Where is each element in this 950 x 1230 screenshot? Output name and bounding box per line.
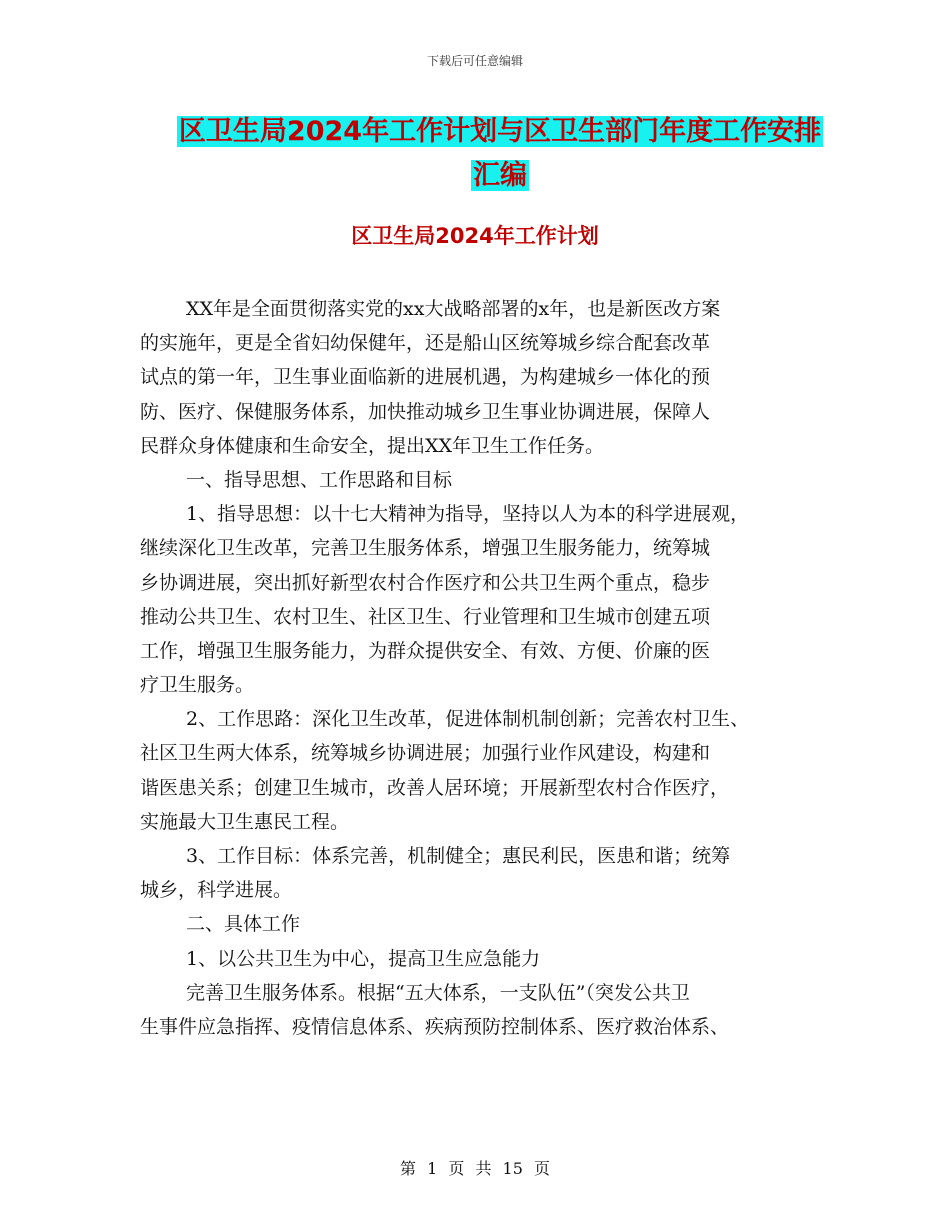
text-line: 民群众身体健康和生命安全，提出XX年卫生工作任务。 (140, 434, 605, 457)
text-line: 乡协调进展，突出抓好新型农村合作医疗和公共卫生两个重点，稳步 (140, 571, 711, 594)
text-line: 城乡，科学进展。 (140, 879, 293, 902)
text-line: 谐医患关系；创建卫生城市，改善人居环境；开展新型农村合作医疗， (140, 776, 730, 799)
text-line: 1、指导思想：以十七大精神为指导，坚持以人为本的科学进展观， (186, 503, 750, 526)
text-line: 完善卫生服务体系。根据“五大体系，一支队伍”（突发公共卫 (186, 981, 690, 1004)
page-footer: 第 1 页 共 15 页 (400, 1159, 550, 1178)
text-line: 疗卫生服务。 (140, 674, 255, 697)
text-line: 生事件应急指挥、疫情信息体系、疾病预防控制体系、医疗救治体系、 (140, 1015, 730, 1038)
text-line: XX年是全面贯彻落实党的xx大战略部署的x年，也是新医改方案 (186, 298, 721, 320)
text-line: 社区卫生两大体系，统筹城乡协调进展；加强行业作风建设，构建和 (140, 742, 711, 765)
title-line-1: 区卫生局2024年工作计划与区卫生部门年度工作安排 (178, 116, 822, 147)
section-title: 区卫生局2024年工作计划 (351, 224, 599, 248)
text-line: 推动公共卫生、农村卫生、社区卫生、行业管理和卫生城市创建五项 (140, 605, 711, 628)
text-line: 2、工作思路：深化卫生改革，促进体制机制创新；完善农村卫生、 (186, 708, 750, 731)
text-line: 的实施年，更是全省妇幼保健年，还是船山区统筹城乡综合配套改革 (140, 332, 711, 355)
text-line: 3、工作目标：体系完善，机制健全；惠民利民，医患和谐；统筹 (186, 845, 731, 867)
document-title (130, 110, 870, 198)
text-line: 实施最大卫生惠民工程。 (140, 810, 350, 833)
body-text (140, 292, 830, 1044)
heading-line: 1、以公共卫生为中心，提高卫生应急能力 (186, 947, 541, 970)
text-line: 防、医疗、保健服务体系，加快推动城乡卫生事业协调进展，保障人 (140, 400, 711, 423)
text-line: 试点的第一年，卫生事业面临新的进展机遇，为构建城乡一体化的预 (140, 366, 711, 389)
text-line: 工作，增强卫生服务能力，为群众提供安全、有效、方便、价廉的医 (140, 639, 711, 662)
heading-line: 一、指导思想、工作思路和目标 (186, 468, 453, 491)
text-line: 继续深化卫生改革，完善卫生服务体系，增强卫生服务能力，统筹城 (140, 537, 711, 560)
header-note: 下载后可任意编辑 (426, 54, 523, 68)
title-line-2: 汇编 (473, 160, 527, 191)
heading-line: 二、具体工作 (186, 913, 301, 936)
